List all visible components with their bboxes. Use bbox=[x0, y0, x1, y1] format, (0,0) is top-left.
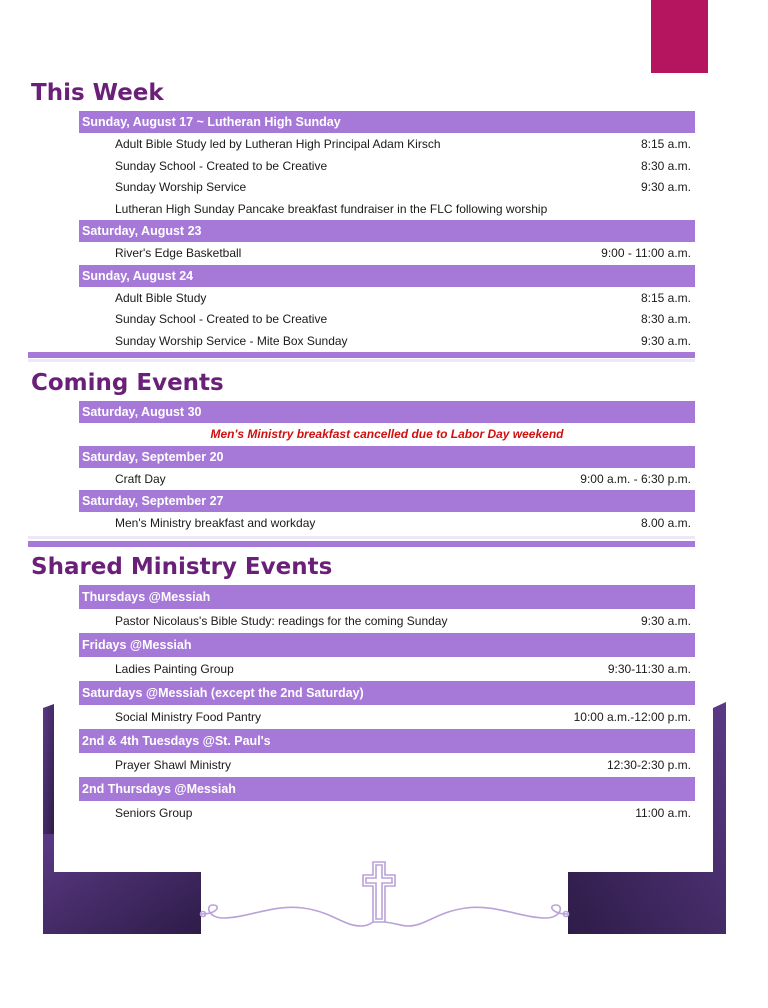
event-desc: Prayer Shawl Ministry bbox=[115, 758, 232, 772]
event-desc: Seniors Group bbox=[115, 806, 193, 820]
event-row bbox=[79, 331, 695, 353]
group-header: Sunday, August 17 ~ Lutheran High Sunday bbox=[79, 111, 695, 133]
event-time: 9:30 a.m. bbox=[640, 333, 691, 348]
event-time: 9:30-11:30 a.m. bbox=[607, 662, 691, 676]
accent-block bbox=[651, 0, 708, 73]
group-header: Fridays @Messiah bbox=[79, 633, 695, 657]
event-desc: Social Ministry Food Pantry bbox=[115, 710, 262, 724]
event-row bbox=[79, 610, 695, 633]
event-time: 9:30 a.m. bbox=[640, 614, 691, 628]
event-row bbox=[79, 199, 695, 221]
group-header: Saturday, August 30 bbox=[79, 401, 695, 423]
event-row bbox=[79, 177, 695, 199]
event-row bbox=[79, 309, 695, 331]
event-time: 9:00 a.m. - 6:30 p.m. bbox=[580, 471, 691, 486]
event-row bbox=[79, 243, 695, 265]
section-divider bbox=[28, 541, 695, 547]
event-desc: Sunday Worship Service - Mite Box Sunday bbox=[115, 333, 348, 348]
event-row bbox=[79, 288, 695, 310]
event-row bbox=[79, 134, 695, 156]
group-header: Saturdays @Messiah (except the 2nd Saturday) bbox=[79, 681, 695, 705]
event-desc: Sunday School - Created to be Creative bbox=[115, 312, 328, 326]
notice-text: Men's Ministry breakfast cancelled due to Labor Day weekend bbox=[210, 427, 564, 441]
event-time: 9:30 a.m. bbox=[640, 180, 691, 194]
group-header: Saturday, August 23 bbox=[79, 220, 695, 242]
event-time: 8:15 a.m. bbox=[640, 137, 691, 151]
event-desc: River's Edge Basketball bbox=[115, 246, 242, 260]
cross-icon bbox=[363, 862, 395, 922]
event-row bbox=[79, 469, 695, 491]
event-desc: Adult Bible Study bbox=[115, 290, 207, 305]
shared-ministry-title: Shared Ministry Events bbox=[31, 554, 333, 580]
coming-events-title: Coming Events bbox=[31, 370, 224, 396]
event-desc: Men's Ministry breakfast and workday bbox=[115, 516, 316, 530]
event-row bbox=[79, 802, 695, 825]
event-time: 8:30 a.m. bbox=[640, 158, 691, 173]
event-time: 12:30-2:30 p.m. bbox=[606, 758, 691, 772]
event-time: 10:00 a.m.-12:00 p.m. bbox=[573, 710, 691, 724]
event-desc: Sunday School - Created to be Creative bbox=[115, 158, 328, 173]
event-desc: Ladies Painting Group bbox=[115, 662, 234, 676]
group-header: Sunday, August 24 bbox=[79, 265, 695, 287]
coming-events-table bbox=[79, 401, 695, 535]
this-week-table bbox=[79, 111, 695, 352]
event-row bbox=[79, 156, 695, 178]
event-time: 8:30 a.m. bbox=[640, 312, 691, 326]
event-row bbox=[79, 658, 695, 681]
section-divider-light bbox=[28, 536, 695, 539]
event-desc: Adult Bible Study led by Lutheran High Principal Adam Kirsch bbox=[115, 137, 441, 151]
event-time: 8.00 a.m. bbox=[640, 516, 691, 530]
event-time: 8:15 a.m. bbox=[640, 290, 691, 305]
event-row bbox=[79, 754, 695, 777]
event-desc: Craft Day bbox=[115, 471, 166, 486]
group-header: 2nd Thursdays @Messiah bbox=[79, 777, 695, 801]
this-week-title: This Week bbox=[31, 80, 164, 106]
event-desc: Lutheran High Sunday Pancake breakfast fundraiser in the FLC following worship bbox=[115, 201, 548, 216]
event-desc: Pastor Nicolaus's Bible Study: readings for the coming Sunday bbox=[115, 614, 448, 628]
cancellation-notice bbox=[79, 424, 695, 446]
event-row bbox=[79, 706, 695, 729]
group-header: Thursdays @Messiah bbox=[79, 585, 695, 609]
event-time: 11:00 a.m. bbox=[635, 806, 691, 820]
group-header: Saturday, September 20 bbox=[79, 446, 695, 468]
event-desc: Sunday Worship Service bbox=[115, 180, 247, 194]
event-row bbox=[79, 513, 695, 535]
group-header: Saturday, September 27 bbox=[79, 490, 695, 512]
section-divider bbox=[28, 352, 695, 358]
event-time: 9:00 - 11:00 a.m. bbox=[601, 246, 691, 260]
shared-ministry-table bbox=[79, 585, 695, 825]
group-header: 2nd & 4th Tuesdays @St. Paul's bbox=[79, 729, 695, 753]
section-divider-light bbox=[28, 359, 695, 362]
